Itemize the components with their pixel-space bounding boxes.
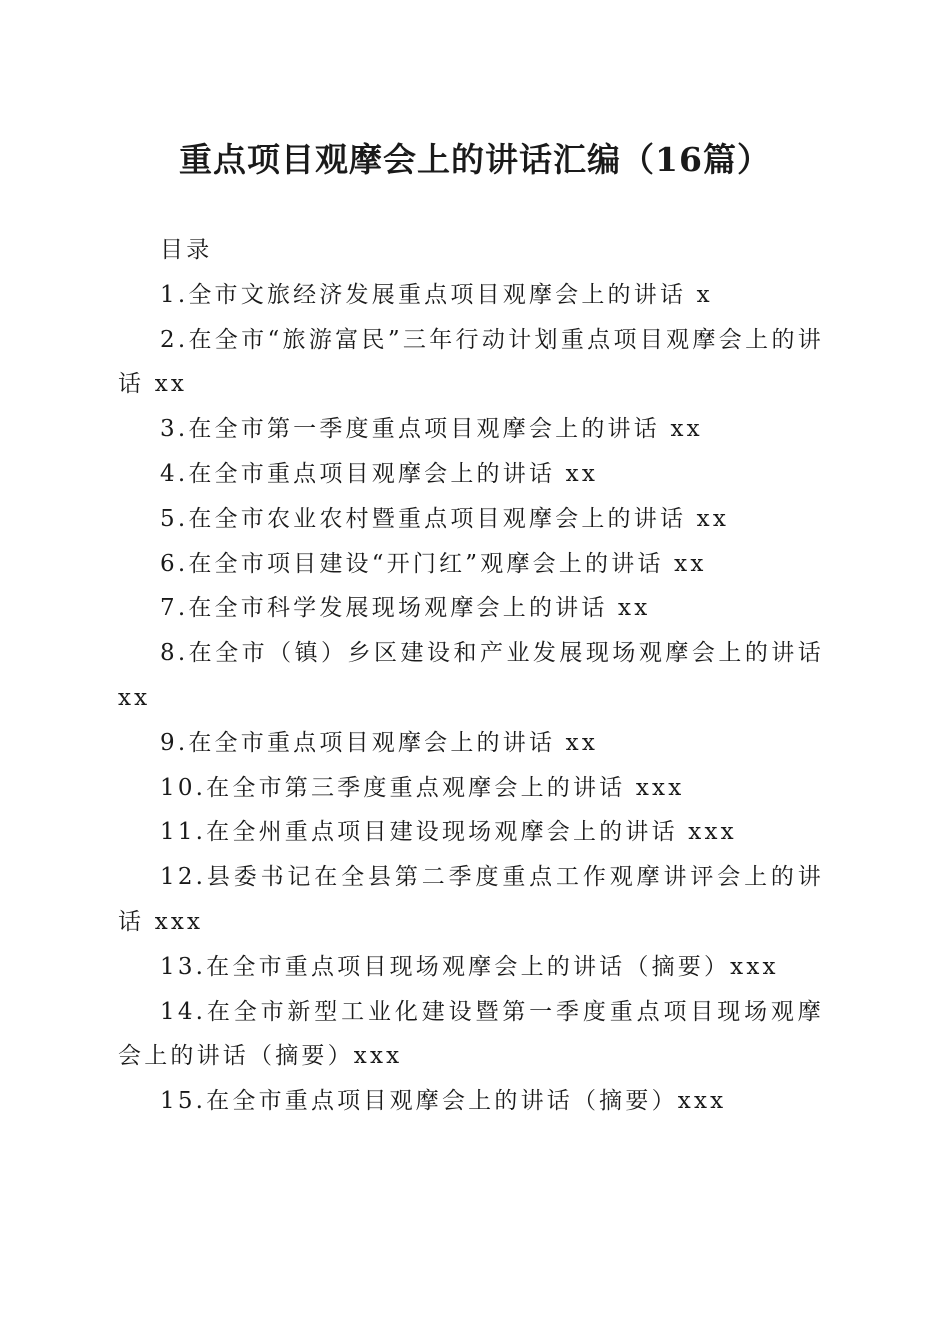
table-of-contents xyxy=(118,228,824,1124)
toc-item: 15.在全市重点项目观摩会上的讲话（摘要）xxx xyxy=(160,1088,727,1115)
toc-item: 9.在全市重点项目观摩会上的讲话 xx xyxy=(160,729,598,756)
toc-item: 13.在全市重点项目现场观摩会上的讲话（摘要）xxx xyxy=(160,953,779,980)
toc-item: 2.在全市“旅游富民”三年行动计划重点项目观摩会上的讲话 xx xyxy=(118,326,824,398)
toc-list xyxy=(118,273,824,1124)
toc-item: 8.在全市（镇）乡区建设和产业发展现场观摩会上的讲话 xx xyxy=(118,640,824,711)
toc-item: 12.县委书记在全县第二季度重点工作观摩讲评会上的讲话 xxx xyxy=(118,864,824,935)
toc-item: 11.在全州重点项目建设现场观摩会上的讲话 xxx xyxy=(160,819,737,846)
toc-item: 7.在全市科学发展现场观摩会上的讲话 xx xyxy=(160,595,651,622)
toc-heading: 目录 xyxy=(160,237,213,263)
toc-item: 14.在全市新型工业化建设暨第一季度重点项目现场观摩会上的讲话（摘要）xxx xyxy=(118,998,824,1070)
document-title: 重点项目观摩会上的讲话汇编（16篇） xyxy=(179,140,771,179)
toc-item: 6.在全市项目建设“开门红”观摩会上的讲话 xx xyxy=(160,550,707,577)
toc-item: 3.在全市第一季度重点项目观摩会上的讲话 xx xyxy=(160,416,703,443)
toc-item: 4.在全市重点项目观摩会上的讲话 xx xyxy=(160,460,598,487)
toc-item: 5.在全市农业农村暨重点项目观摩会上的讲话 xx xyxy=(160,505,729,532)
toc-item: 1.全市文旅经济发展重点项目观摩会上的讲话 x xyxy=(160,281,713,308)
toc-item: 10.在全市第三季度重点观摩会上的讲话 xxx xyxy=(160,774,685,801)
